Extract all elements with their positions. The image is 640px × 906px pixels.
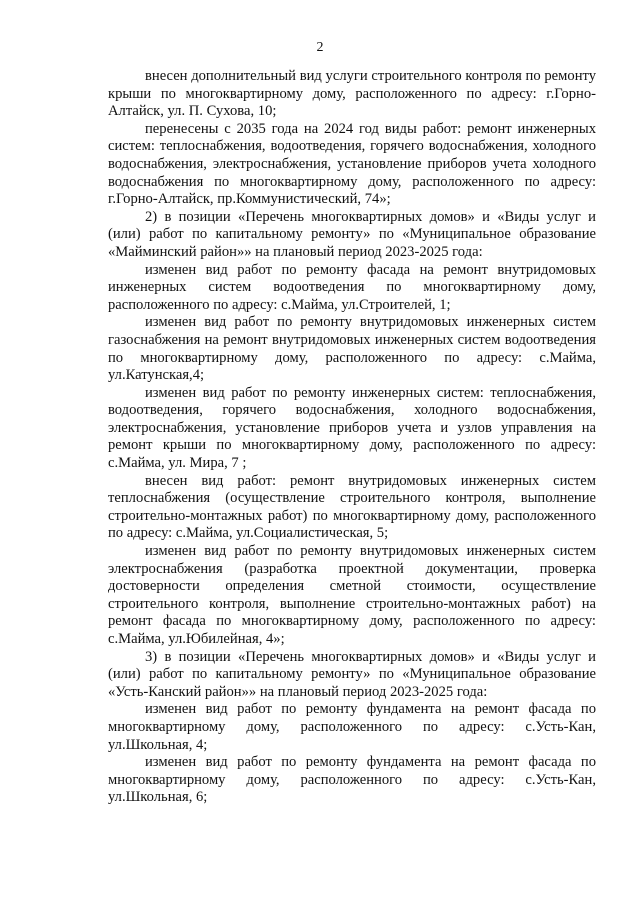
paragraph-item: внесен вид работ: ремонт внутридомовых инженерных систем теплоснабжения (осуществление строительного контроля, выполнение строительно-монтажных работ) по многоквартирному дому, расположенного по адресу: с.Майма, ул.Социалистическая, 5; [108,472,596,542]
paragraph-item: изменен вид работ по ремонту внутридомовых инженерных систем электроснабжения (разработка проектной документации, проверка достоверности определения сметной стоимости, осуществление строительного контроля, выполнение строительно-монтажных работ) на ремонт фасада по многоквартирному дому, расположенного по адресу: с.Майма, ул.Юбилейная, 4»; [108,543,596,647]
paragraph-item: изменен вид работ по ремонту внутридомовых инженерных систем газоснабжения на ремонт внутридомовых инженерных систем водоотведения по многоквартирному дому, расположенного по адресу: с.Майма, ул.Катунская,4; [108,314,596,384]
paragraph-item: 2) в позиции «Перечень многоквартирных домов» и «Виды услуг и (или) работ по капитальному ремонту» по «Муниципальное образование «Майминский район»» на плановый период 2023-2025 года: [108,208,596,260]
paragraph-item: перенесены с 2035 года на 2024 год виды работ: ремонт инженерных систем: теплоснабжения, водоотведения, горячего водоснабжения, холодного водоснабжения, электроснабжения, установление приборов учета холодного водоснабжения по многоквартирному дому, расположенного по адресу: г.Горно-Алтайск, пр.Коммунистический, 74»; [108,120,596,208]
paragraph-item: внесен дополнительный вид услуги строительного контроля по ремонту крыши по многоквартирному дому, расположенного по адресу: г.Горно-Алтайск, ул. П. Сухова, 10; [108,68,596,120]
paragraph-item: изменен вид работ по ремонту фасада на ремонт внутридомовых инженерных систем водоотведения по многоквартирному дому, расположенного по адресу: с.Майма, ул.Строителей, 1; [108,261,596,313]
paragraph-item: изменен вид работ по ремонту инженерных систем: теплоснабжения, водоотведения, горячего водоснабжения, холодного водоснабжения, электроснабжения, установление приборов учета и узлов управления на ремонт крыши по многоквартирному дому, расположенного по адресу: с.Майма, ул. Мира, 7 ; [108,384,596,472]
paragraph-item: изменен вид работ по ремонту фундамента на ремонт фасада по многоквартирному дому, расположенного по адресу: с.Усть-Кан, ул.Школьная, 6; [108,754,596,806]
page-number: 2 [316,40,324,55]
paragraph-item: 3) в позиции «Перечень многоквартирных домов» и «Виды услуг и (или) работ по капитальному ремонту» по «Муниципальное образование «Усть-Канский район»» на плановый период 2023-2025 года: [108,648,596,700]
paragraph-item: изменен вид работ по ремонту фундамента на ремонт фасада по многоквартирному дому, расположенного по адресу: с.Усть-Кан, ул.Школьная, 4; [108,701,596,753]
document-body [108,68,596,807]
